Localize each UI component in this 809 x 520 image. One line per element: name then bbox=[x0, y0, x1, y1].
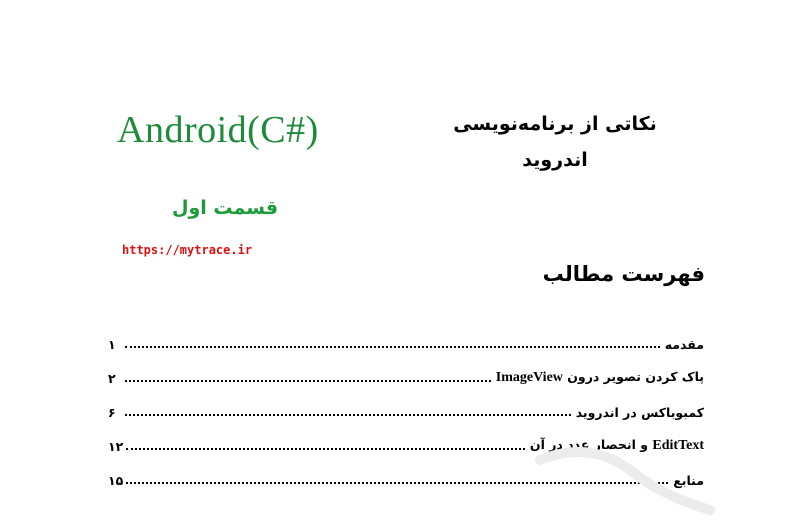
document-title-line-2: اندروید bbox=[522, 149, 588, 171]
toc-entry-label: منابع bbox=[673, 473, 704, 488]
toc-entry-label: پاک کردن تصویر درون ImageView bbox=[495, 369, 704, 385]
toc-entry-page-number: ۶ bbox=[108, 405, 116, 420]
document-title-line-1: نکاتی از برنامه‌نویسی bbox=[453, 113, 657, 135]
toc-heading: فهرست مطالب bbox=[542, 262, 705, 286]
toc-entry-page-number: ۱۲ bbox=[108, 439, 124, 454]
toc-entry-page-number: ۲ bbox=[108, 371, 116, 386]
toc-entry-label: EditText و انحصار عدد در آن bbox=[529, 437, 704, 453]
toc-entry-imageview[interactable] bbox=[108, 352, 704, 386]
toc-dot-leader bbox=[126, 448, 525, 450]
watermark-swoosh bbox=[470, 400, 770, 520]
toc-entry-label: کمبوباکس در اندروید bbox=[575, 405, 704, 420]
toc-entry-page-number: ۱ bbox=[108, 337, 116, 352]
document-title bbox=[425, 106, 685, 178]
toc-dot-leader bbox=[125, 346, 660, 348]
part-label: قسمت اول bbox=[171, 197, 279, 219]
toc-dot-leader bbox=[125, 380, 491, 382]
website-link[interactable]: https://mytrace.ir bbox=[122, 243, 253, 257]
android-csharp-title: Android(C#) bbox=[117, 109, 319, 151]
toc-entry-introduction[interactable] bbox=[108, 318, 704, 352]
toc-entry-page-number: ۱۵ bbox=[108, 473, 124, 488]
toc-entry-label: مقدمه bbox=[664, 337, 704, 352]
